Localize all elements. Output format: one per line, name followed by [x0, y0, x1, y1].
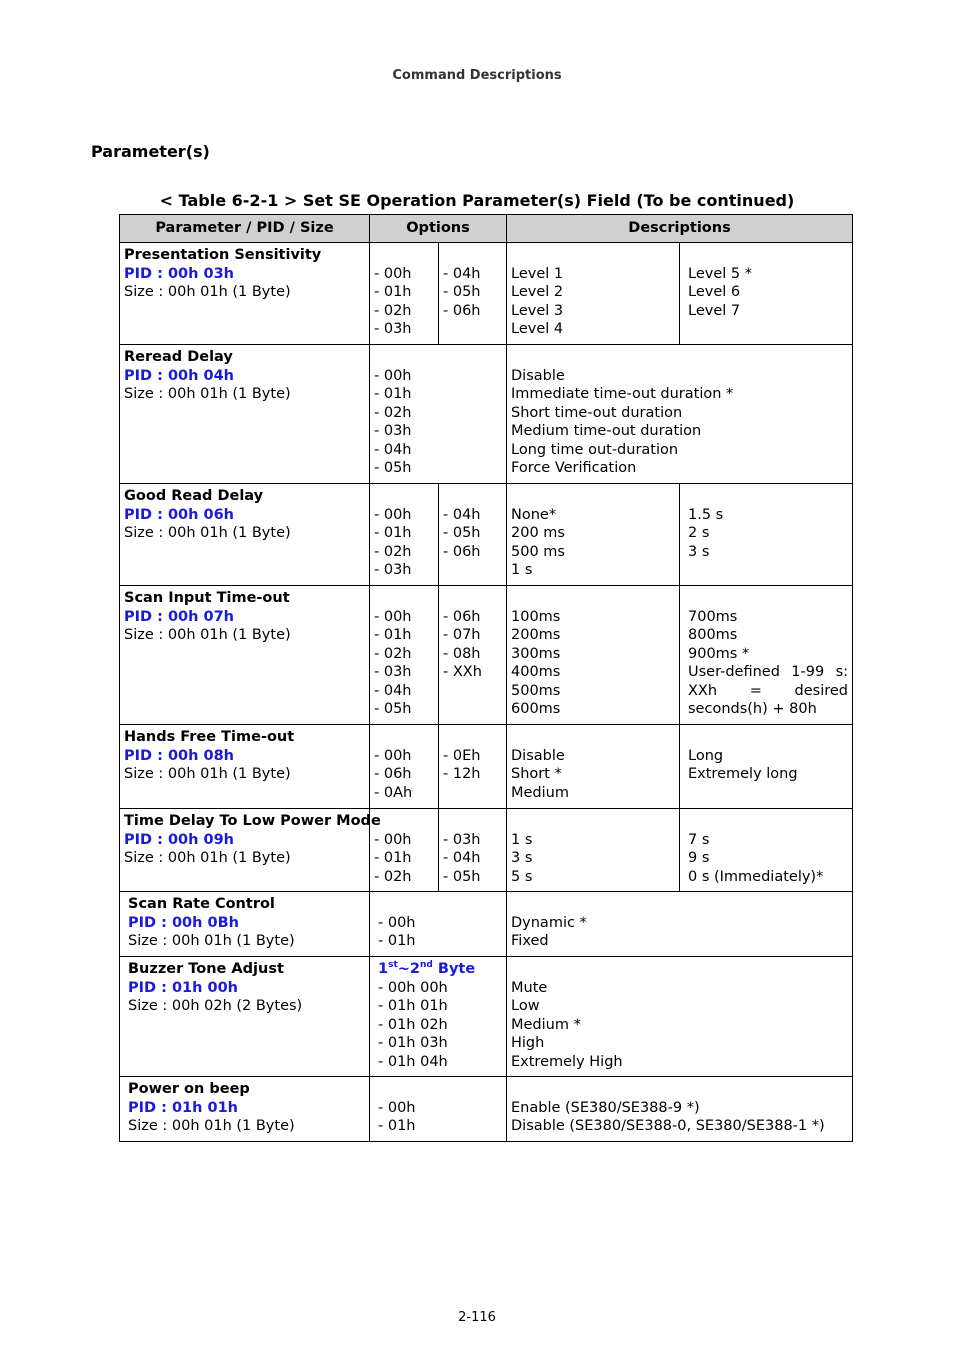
table-row — [120, 957, 853, 1077]
parameter-pid: PID : 01h 01h — [128, 1099, 239, 1116]
table-caption: < Table 6-2-1 > Set SE Operation Parameter(s) Field (To be continued) — [159, 191, 795, 210]
descriptions-cell — [507, 892, 853, 957]
parameter-name: Presentation Sensitivity — [124, 247, 322, 263]
options-list: - 00h - 01h - 02h - 03h - 04h - 05h — [374, 608, 412, 717]
descriptions-list: Enable (SE380/SE388-9 *) Disable (SE380/SE388-0, SE380/SE388-1 *) — [511, 1099, 825, 1134]
options-cell — [370, 725, 439, 809]
options-cell — [439, 809, 507, 892]
parameter-size: Size : 00h 01h (1 Byte) — [128, 933, 295, 949]
user-defined-formula-tail: seconds(h) + 80h — [688, 701, 817, 717]
running-head: Command Descriptions — [392, 68, 562, 83]
options-cell — [370, 892, 507, 957]
parameter-size: Size : 00h 01h (1 Byte) — [124, 284, 291, 300]
descriptions-list: Level 1 Level 2 Level 3 Level 4 — [511, 265, 564, 337]
descriptions-cell — [507, 1077, 853, 1142]
parameter-cell — [120, 957, 370, 1077]
parameter-size: Size : 00h 02h (2 Bytes) — [128, 998, 303, 1014]
table-row — [120, 892, 853, 957]
parameter-name: Buzzer Tone Adjust — [128, 961, 284, 977]
options-cell — [370, 1077, 507, 1142]
descriptions-list: 7 s 9 s 0 s (Immediately)* — [688, 831, 824, 885]
parameter-size: Size : 00h 01h (1 Byte) — [124, 525, 291, 541]
parameter-cell — [120, 725, 370, 809]
descriptions-list: Disable Short * Medium — [511, 747, 569, 801]
descriptions-list: Dynamic * Fixed — [511, 914, 587, 949]
parameter-name: Scan Input Time-out — [124, 590, 290, 606]
user-defined-note: User-defined 1-99 s: — [688, 664, 849, 680]
parameter-name: Good Read Delay — [124, 488, 264, 504]
parameter-cell — [120, 484, 370, 586]
parameter-size: Size : 00h 01h (1 Byte) — [128, 1118, 295, 1134]
options-list: - 00h - 01h - 02h - 03h — [374, 506, 412, 578]
parameter-name: Power on beep — [128, 1081, 250, 1097]
parameter-cell — [120, 809, 381, 892]
descriptions-list: Disable Immediate time-out duration * Short time-out duration Medium time-out duration Long time out-duration Force Verification — [511, 367, 734, 476]
parameter-pid: PID : 00h 0Bh — [128, 914, 239, 931]
options-cell — [439, 725, 507, 809]
descriptions-cell — [680, 243, 853, 345]
parameter-name: Reread Delay — [124, 349, 233, 365]
parameter-name: Time Delay To Low Power Mode — [124, 813, 381, 829]
descriptions-cell — [507, 243, 680, 345]
options-list: - 00h - 01h - 02h - 03h - 04h - 05h — [374, 367, 412, 476]
table-row — [120, 1077, 853, 1142]
column-header-options: Options — [370, 215, 507, 243]
options-cell — [439, 586, 507, 725]
section-heading: Parameter(s) — [91, 142, 210, 161]
column-header-descriptions: Descriptions — [507, 215, 853, 243]
descriptions-list: 700ms 800ms 900ms * — [688, 608, 750, 662]
table-row — [120, 725, 853, 809]
descriptions-cell — [507, 345, 853, 484]
parameter-pid: PID : 00h 07h — [124, 608, 235, 625]
parameter-cell — [120, 586, 370, 725]
parameter-table — [119, 214, 853, 1142]
parameter-pid: PID : 01h 00h — [128, 979, 239, 996]
descriptions-cell — [507, 484, 680, 586]
parameter-pid: PID : 00h 09h — [124, 831, 235, 848]
options-cell — [370, 586, 439, 725]
parameter-pid: PID : 00h 08h — [124, 747, 235, 764]
parameter-size: Size : 00h 01h (1 Byte) — [124, 766, 291, 782]
table-row — [120, 484, 853, 586]
parameter-size: Size : 00h 01h (1 Byte) — [124, 627, 291, 643]
descriptions-cell — [507, 957, 853, 1077]
descriptions-list: 100ms 200ms 300ms 400ms 500ms 600ms — [511, 608, 561, 717]
options-list: - 0Eh - 12h — [443, 747, 481, 782]
parameter-cell — [120, 1077, 370, 1142]
parameter-pid: PID : 00h 03h — [124, 265, 235, 282]
descriptions-cell — [507, 809, 680, 892]
descriptions-list: 1.5 s 2 s 3 s — [688, 506, 724, 560]
options-cell — [370, 243, 439, 345]
descriptions-cell — [680, 484, 853, 586]
options-cell — [370, 484, 439, 586]
options-list: - 03h - 04h - 05h — [443, 831, 481, 885]
options-list: - 00h - 01h - 02h - 03h — [374, 265, 412, 337]
options-list: - 00h - 01h - 02h — [374, 831, 412, 885]
options-list: - 00h - 06h - 0Ah — [374, 747, 413, 801]
options-list: - 00h - 01h — [378, 1099, 416, 1134]
options-cell — [370, 345, 507, 484]
parameter-size: Size : 00h 01h (1 Byte) — [124, 850, 291, 866]
options-list: - 04h - 05h - 06h — [443, 506, 481, 560]
options-list: - 00h - 01h — [378, 914, 416, 949]
parameter-pid: PID : 00h 04h — [124, 367, 235, 384]
options-cell — [370, 957, 507, 1077]
column-header-parameter: Parameter / PID / Size — [120, 215, 370, 243]
table-row — [120, 586, 853, 725]
byte-range-heading: 1st~2nd Byte — [378, 960, 476, 977]
table-row — [120, 809, 853, 892]
options-cell — [439, 484, 507, 586]
descriptions-cell — [507, 586, 680, 725]
user-defined-formula: XXh = desired — [688, 682, 849, 699]
descriptions-list: None* 200 ms 500 ms 1 s — [511, 506, 565, 578]
parameter-size: Size : 00h 01h (1 Byte) — [124, 386, 291, 402]
descriptions-list: Level 5 * Level 6 Level 7 — [688, 265, 752, 319]
page-number: 2-116 — [458, 1310, 496, 1325]
table-header-row — [120, 215, 853, 243]
descriptions-list: 1 s 3 s 5 s — [511, 831, 533, 885]
parameter-cell — [120, 892, 370, 957]
descriptions-cell — [680, 725, 853, 809]
options-cell — [439, 243, 507, 345]
table-row — [120, 345, 853, 484]
options-list: - 04h - 05h - 06h — [443, 265, 481, 319]
descriptions-cell — [507, 725, 680, 809]
parameter-name: Hands Free Time-out — [124, 729, 295, 745]
parameter-cell — [120, 345, 370, 484]
parameter-name: Scan Rate Control — [128, 896, 275, 912]
table-row — [120, 243, 853, 345]
descriptions-list: Mute Low Medium * High Extremely High — [511, 979, 623, 1070]
options-list: - 00h 00h - 01h 01h - 01h 02h - 01h 03h - 01h 04h — [378, 979, 448, 1070]
descriptions-cell — [680, 809, 853, 892]
parameter-cell — [120, 243, 370, 345]
descriptions-cell — [680, 586, 853, 725]
parameter-pid: PID : 00h 06h — [124, 506, 235, 523]
options-list: - 06h - 07h - 08h - XXh — [443, 608, 482, 680]
descriptions-list: Long Extremely long — [688, 747, 798, 782]
